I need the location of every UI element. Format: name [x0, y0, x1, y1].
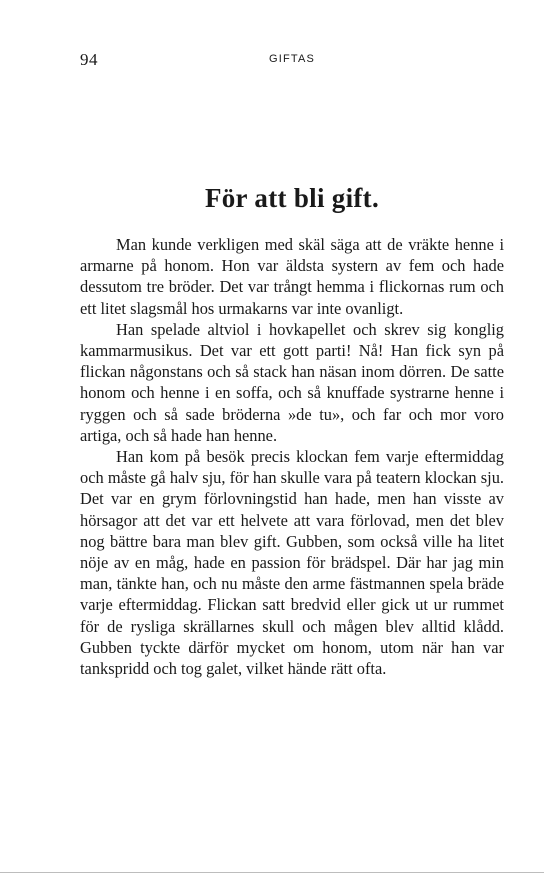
page-edge-rule	[0, 872, 544, 873]
paragraph: Han kom på besök precis klockan fem varje eftermiddag och måste gå halv sju, för han skulle vara på teatern klockan sju. Det var en grym förlovningstid han hade, men han visste av hörsagor att det var ett helvete att vara förlovad, men det blev nog bättre bara man blev gift. Gubben, som också ville ha litet nöje av en måg, hade en passion för brädspel. Där har jag min man, tänkte han, och nu måste den arme fästmannen spela bräde varje eftermiddag. Flickan satt bredvid eller gick ut ur rummet för de rysliga skrällarnes skull och mågen blev alltid klådd. Gubben tyckte därför mycket om honom, utom när han var tankspridd och tog galet, vilket hände rätt ofta.	[80, 447, 504, 679]
paragraph: Man kunde verkligen med skäl säga att de vräkte henne i armarne på honom. Hon var äldsta systern av fem och hade dessutom tre bröder. Det var trångt hemma i flickornas rum och ett litet slagsmål hos urmakarns var inte ovanligt.	[80, 235, 504, 318]
page-number: 94	[80, 50, 98, 69]
paragraph: Han spelade altviol i hovkapellet och skrev sig konglig kammarmusikus. Det var ett gott parti! Nå! Han fick syn på flickan någonstans och så stack han näsan inom dörren. De satte honom och henne i en soffa, och så knuffade systrarne henne i ryggen och så sade bröderna »de tu», och far och mor voro artiga, och så hade han henne.	[80, 319, 504, 445]
running-head: GIFTAS	[268, 53, 316, 65]
chapter-title: För att bli gift.	[204, 183, 380, 213]
body-text	[80, 234, 504, 679]
